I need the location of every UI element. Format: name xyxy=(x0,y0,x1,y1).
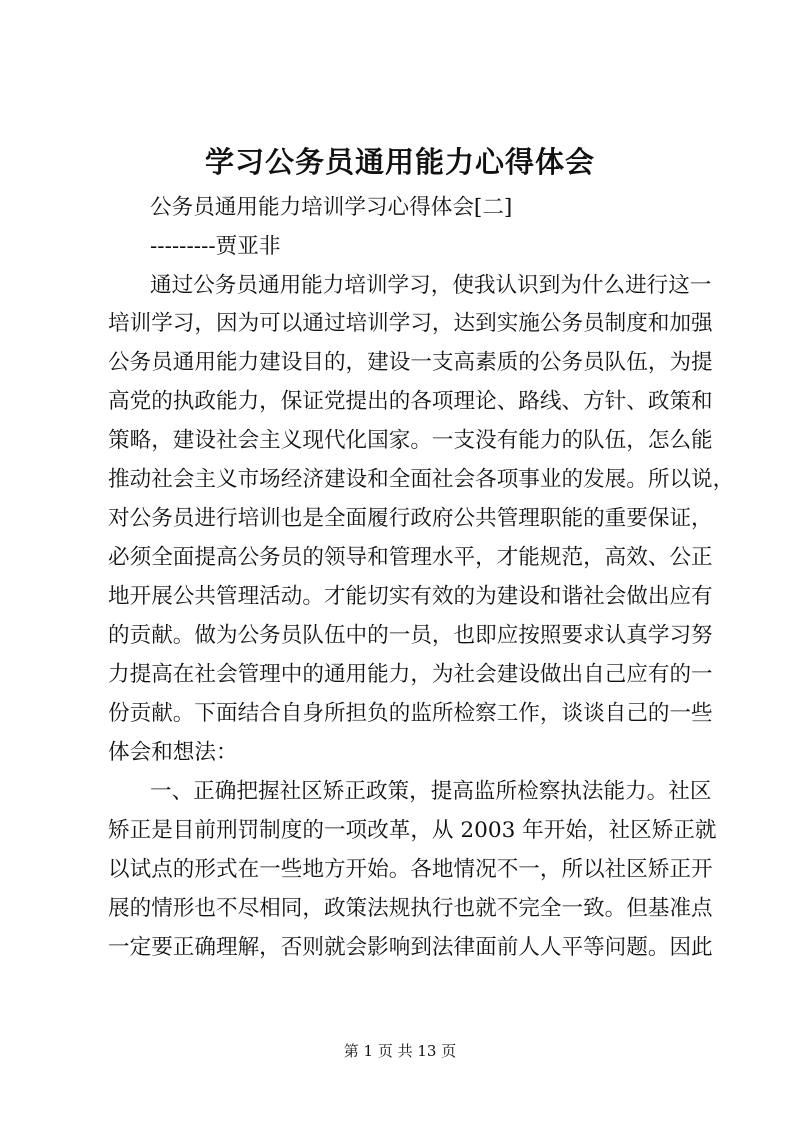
paragraph-1-line-6: 推动社会主义市场经济建设和全面社会各项事业的发展。所以说， xyxy=(108,467,735,492)
paragraph-2-line-1: 一、正确把握社区矫正政策，提高监所检察执法能力。社区 xyxy=(150,779,712,804)
paragraph-1-line-10: 的贡献。做为公务员队伍中的一员，也即应按照要求认真学习努 xyxy=(108,623,713,648)
page-number-footer: 第 1 页 共 13 页 xyxy=(343,1042,457,1060)
paragraph-1-line-2: 培训学习，因为可以通过培训学习，达到实施公务员制度和加强 xyxy=(108,311,713,336)
paragraph-1-line-5: 策略，建设社会主义现代化国家。一支没有能力的队伍，怎么能 xyxy=(108,428,713,453)
paragraph-1-line-3: 公务员通用能力建设目的，建设一支高素质的公务员队伍，为提 xyxy=(108,350,713,375)
paragraph-1-line-8: 必须全面提高公务员的领导和管理水平，才能规范，高效、公正 xyxy=(108,545,713,570)
paragraph-1-line-13: 体会和想法： xyxy=(108,740,238,765)
document-subtitle: 公务员通用能力培训学习心得体会[二] xyxy=(150,195,513,220)
paragraph-1-line-12: 份贡献。下面结合自身所担负的监所检察工作，谈谈自己的一些 xyxy=(108,701,713,726)
paragraph-2-line-3: 以试点的形式在一些地方开始。各地情况不一，所以社区矫正开 xyxy=(108,857,713,882)
paragraph-2-line-2: 矫正是目前刑罚制度的一项改革，从 2003 年开始，社区矫正就 xyxy=(108,818,717,843)
document-title: 学习公务员通用能力心得体会 xyxy=(204,145,595,179)
paragraph-2-line-4: 展的情形也不尽相同，政策法规执行也就不完全一致。但基准点 xyxy=(108,896,713,921)
paragraph-1-line-1: 通过公务员通用能力培训学习，使我认识到为什么进行这一 xyxy=(150,273,712,298)
paragraph-1-line-9: 地开展公共管理活动。才能切实有效的为建设和谐社会做出应有 xyxy=(108,584,713,609)
paragraph-2-line-5: 一定要正确理解，否则就会影响到法律面前人人平等问题。因此 xyxy=(108,935,713,960)
paragraph-1-line-11: 力提高在社会管理中的通用能力，为社会建设做出自己应有的一 xyxy=(108,662,713,687)
author-line: ---------贾亚非 xyxy=(150,234,281,259)
paragraph-1-line-4: 高党的执政能力，保证党提出的各项理论、路线、方针、政策和 xyxy=(108,389,713,414)
paragraph-1-line-7: 对公务员进行培训也是全面履行政府公共管理职能的重要保证， xyxy=(108,506,713,531)
